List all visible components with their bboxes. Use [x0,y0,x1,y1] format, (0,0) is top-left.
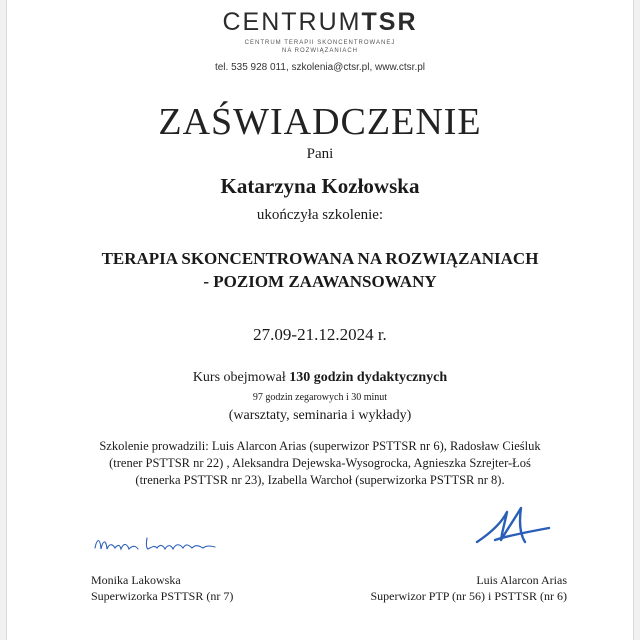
course-title-line-2: - POZIOM ZAAWANSOWANY [203,272,437,291]
left-signer-name: Monika Lakowska [91,573,181,587]
tagline-line-2: NA ROZWIĄZANIACH [281,48,358,54]
left-signer-role: Superwizorka PSTTSR (nr 7) [91,589,234,603]
tagline-line-1: CENTRUM TERAPII SKONCENTROWANEJ [244,40,396,46]
left-signer [91,572,233,604]
document-title: ZAŚWIADCZENIE [158,101,482,143]
right-signature [471,496,561,561]
brand-tagline [7,39,633,55]
course-title [7,247,633,293]
certificate-page [6,0,634,640]
contact-info: tel. 535 928 011, szkolenia@ctsr.pl, www.ctsr.pl [214,62,426,73]
salutation: Pani [306,146,334,162]
right-signer-name: Luis Alarcon Arias [476,573,567,587]
header [7,8,633,73]
left-signature [91,530,221,565]
completion-intro: ukończyła szkolenie: [256,207,384,223]
hours-bold: 130 godzin dydaktycznych [289,370,448,385]
instructors-line-2: (trener PSTTSR nr 22) , Aleksandra Dejewska-Wysogrocka, Agnieszka Szrejter-Łoś [109,456,531,470]
hours-prefix: Kurs obejmował [192,370,290,385]
instructors-line-1: Szkolenie prowadzili: Luis Alarcon Arias (superwizor PSTTSR nr 6), Radosław Cieśluk [99,439,541,453]
instructors [77,438,563,489]
right-signer-role: Superwizor PTP (nr 56) i PSTTSR (nr 6) [370,589,567,603]
recipient-name: Katarzyna Kozłowska [220,174,420,198]
instructors-line-3: (trenerka PSTTSR nr 23), Izabella Warchoł (superwizorka PSTTSR nr 8). [135,473,505,487]
brand-bold: TSR [361,8,418,36]
brand-logo [7,8,633,37]
course-dates: 27.09-21.12.2024 r. [253,325,387,344]
hours-detail: 97 godzin zegarowych i 30 minut [252,392,388,403]
course-title-line-1: TERAPIA SKONCENTROWANA NA ROZWIĄZANIACH [101,249,539,268]
brand-light: CENTRUM [222,8,362,36]
course-formats: (warsztaty, seminaria i wykłady) [228,408,412,423]
right-signer [370,572,567,604]
course-hours [7,370,633,386]
